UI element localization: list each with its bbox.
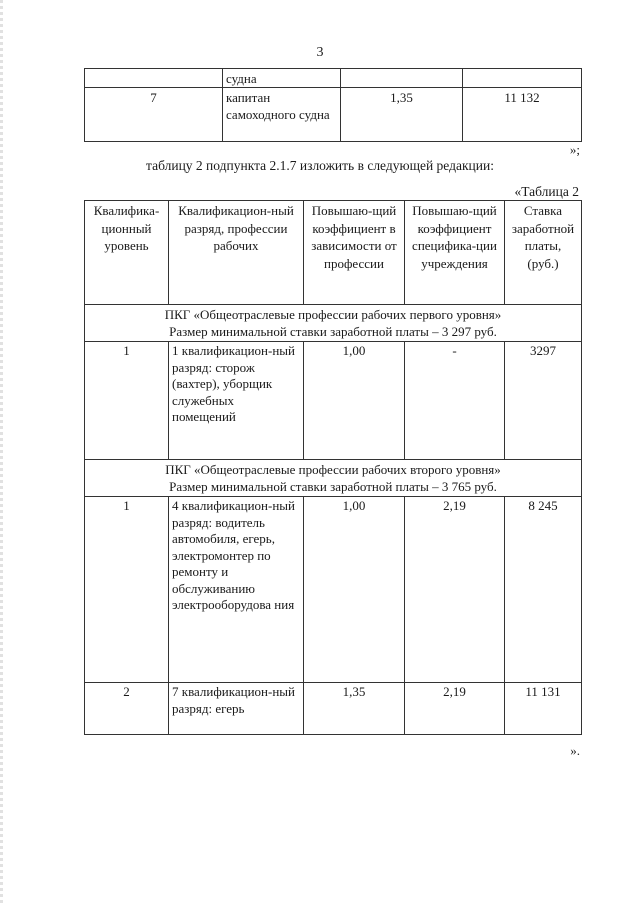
scan-edge (0, 0, 3, 905)
closing-quote-final: ». (570, 743, 580, 758)
table-row (85, 342, 582, 460)
table-cell: 2,19 (405, 497, 505, 683)
table-cell: 7 (85, 88, 223, 142)
table-row (85, 497, 582, 683)
table-cell: - (405, 342, 505, 460)
header-cell: Квалифика-ционный уровень (85, 201, 169, 305)
table-cell: 11 132 (463, 88, 582, 142)
section-subtitle: Размер минимальной ставки заработной платы – 3 297 руб. (169, 323, 497, 339)
section-title: ПКГ «Общеотраслевые профессии рабочих второго уровня» (165, 462, 501, 477)
section-title: ПКГ «Общеотраслевые профессии рабочих первого уровня» (164, 307, 502, 322)
header-cell: Квалификацион-ный разряд, профессии рабочих (169, 201, 304, 305)
table-cell (341, 69, 463, 88)
closing-quote: »; (569, 142, 580, 157)
table-cell: 8 245 (505, 497, 582, 683)
header-cell: Повышаю-щий коэффициент в зависимости от профессии (304, 201, 405, 305)
table-cell: 1 (85, 342, 169, 460)
table-cell: 1,35 (341, 88, 463, 142)
page-number: 3 (316, 45, 324, 60)
table-cell: 2 (85, 683, 169, 735)
table-row (85, 69, 582, 88)
salary-table (84, 200, 582, 735)
header-cell: Повышаю-щий коэффициент специфика-ции учреждения (405, 201, 505, 305)
table-cell: 7 квалификацион-ный разряд: егерь (169, 683, 304, 735)
section-subtitle: Размер минимальной ставки заработной платы – 3 765 руб. (169, 478, 497, 494)
table-cell: 2,19 (405, 683, 505, 735)
table-cell: 1 (85, 497, 169, 683)
section-heading (85, 460, 582, 497)
section-row (85, 460, 582, 497)
header-cell: Ставка заработной платы, (руб.) (505, 201, 582, 305)
table-cell: судна (223, 69, 341, 88)
table-cell: капитан самоходного судна (223, 88, 341, 142)
table-cell: 1,00 (304, 497, 405, 683)
table-cell (85, 69, 223, 88)
table-header-row (85, 201, 582, 305)
section-heading (85, 305, 582, 342)
table-cell: 1,35 (304, 683, 405, 735)
table-cell: 3297 (505, 342, 582, 460)
table-cell: 4 квалификацион-ный разряд: водитель автомобиля, егерь, электромонтер по ремонту и обслуживанию электрооборудова ния (169, 497, 304, 683)
table-cell: 1,00 (304, 342, 405, 460)
continuation-table (84, 68, 582, 142)
table-cell (463, 69, 582, 88)
section-row (85, 305, 582, 342)
table-caption: «Таблица 2 (514, 184, 579, 199)
instruction-text: таблицу 2 подпункта 2.1.7 изложить в следующей редакции: (146, 158, 494, 173)
table-cell: 1 квалификацион-ный разряд: сторож (вахтер), уборщик служебных помещений (169, 342, 304, 460)
table-row (85, 683, 582, 735)
table-row (85, 88, 582, 142)
table-cell: 11 131 (505, 683, 582, 735)
